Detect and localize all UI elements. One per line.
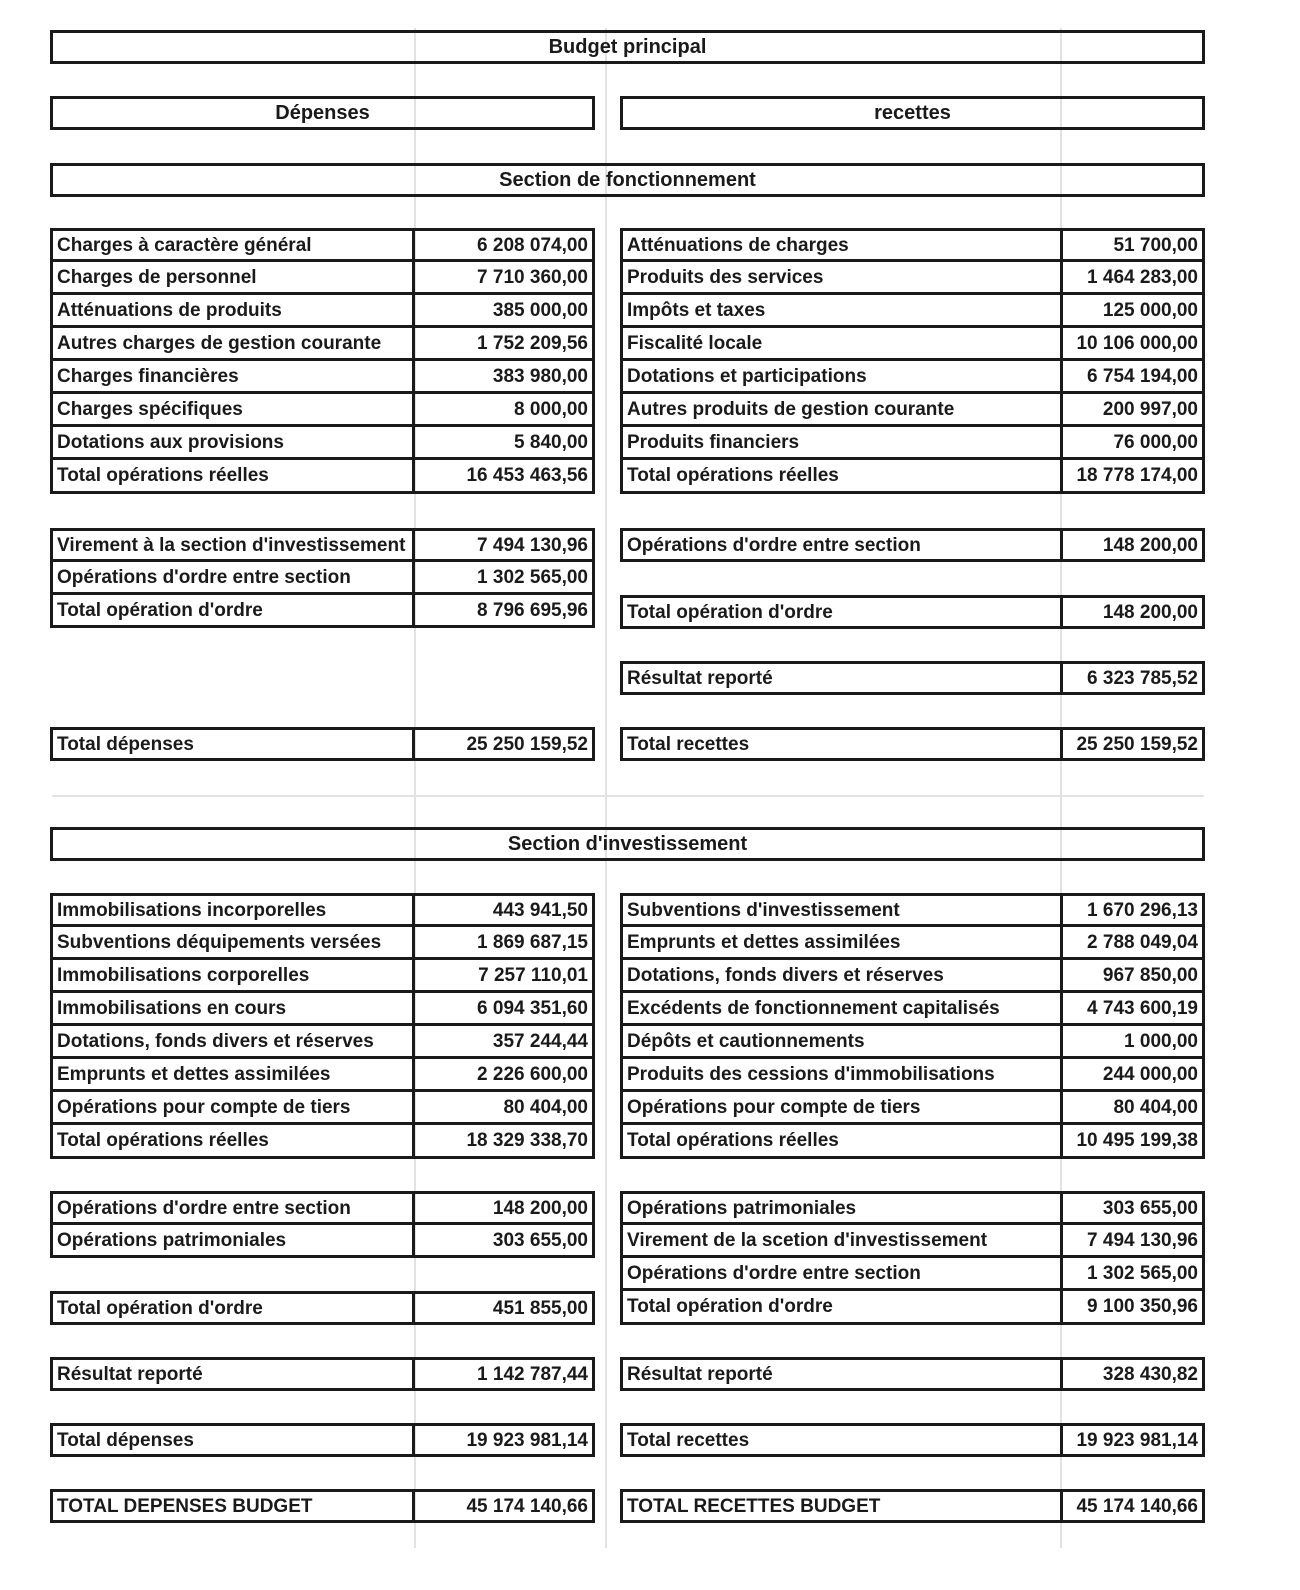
table-cell-label: Autres produits de gestion courante — [620, 394, 1063, 427]
table-cell-amount: 385 000,00 — [412, 295, 595, 328]
table-cell-label: Emprunts et dettes assimilées — [50, 1059, 415, 1092]
budget-title: Budget principal — [50, 30, 1205, 64]
table-cell-amount: 80 404,00 — [412, 1092, 595, 1125]
resultat-reporte-amount: 1 142 787,44 — [412, 1357, 595, 1391]
table-cell-label: Charges spécifiques — [50, 394, 415, 427]
table-cell-label: Autres charges de gestion courante — [50, 328, 415, 361]
total-label: Total opération d'ordre — [620, 595, 1063, 629]
table-cell-label: Dotations, fonds divers et réserves — [620, 960, 1063, 993]
table-cell-amount: 7 257 110,01 — [412, 960, 595, 993]
table-cell-amount: 443 941,50 — [412, 893, 595, 927]
table-cell-amount: 76 000,00 — [1060, 427, 1205, 460]
section-title-fonctionnement: Section de fonctionnement — [50, 163, 1205, 197]
table-cell-amount: 6 754 194,00 — [1060, 361, 1205, 394]
total-recettes-amount: 25 250 159,52 — [1060, 727, 1205, 761]
total-amount: 18 778 174,00 — [1060, 460, 1205, 494]
table-cell-label: Opérations pour compte de tiers — [620, 1092, 1063, 1125]
table-cell-label: Excédents de fonctionnement capitalisés — [620, 993, 1063, 1026]
total-recettes-amount: 19 923 981,14 — [1060, 1423, 1205, 1457]
resultat-reporte-label: Résultat reporté — [50, 1357, 415, 1391]
table-cell-label: Charges financières — [50, 361, 415, 394]
table-cell-label: Opérations pour compte de tiers — [50, 1092, 415, 1125]
total-amount: 148 200,00 — [1060, 595, 1205, 629]
table-cell-amount: 1 670 296,13 — [1060, 893, 1205, 927]
table-cell-label: Impôts et taxes — [620, 295, 1063, 328]
table-cell-amount: 383 980,00 — [412, 361, 595, 394]
table-cell-amount: 1 464 283,00 — [1060, 262, 1205, 295]
total-amount: 10 495 199,38 — [1060, 1125, 1205, 1159]
total-amount: 16 453 463,56 — [412, 460, 595, 494]
table-cell-amount: 1 302 565,00 — [1060, 1258, 1205, 1291]
total-label: Total opération d'ordre — [620, 1291, 1063, 1325]
total-label: Total opérations réelles — [620, 460, 1063, 494]
total-amount: 8 796 695,96 — [412, 595, 595, 628]
total-amount: 18 329 338,70 — [412, 1125, 595, 1159]
total-recettes-budget-label: TOTAL RECETTES BUDGET — [620, 1489, 1063, 1523]
header-depenses: Dépenses — [50, 96, 595, 130]
table-cell-label: Immobilisations en cours — [50, 993, 415, 1026]
total-recettes-budget-amount: 45 174 140,66 — [1060, 1489, 1205, 1523]
resultat-reporte-amount: 328 430,82 — [1060, 1357, 1205, 1391]
total-label: Total opérations réelles — [620, 1125, 1063, 1159]
table-cell-amount: 51 700,00 — [1060, 228, 1205, 262]
table-cell-amount: 6 208 074,00 — [412, 228, 595, 262]
total-depenses-amount: 19 923 981,14 — [412, 1423, 595, 1457]
table-cell-amount: 7 494 130,96 — [1060, 1225, 1205, 1258]
table-cell-label: Produits des services — [620, 262, 1063, 295]
table-cell-label: Dotations aux provisions — [50, 427, 415, 460]
total-label: Total opérations réelles — [50, 1125, 415, 1159]
table-cell-label: Dotations, fonds divers et réserves — [50, 1026, 415, 1059]
total-depenses-budget-label: TOTAL DEPENSES BUDGET — [50, 1489, 415, 1523]
gridline — [605, 28, 607, 1548]
total-depenses-label: Total dépenses — [50, 727, 415, 761]
table-cell-label: Immobilisations incorporelles — [50, 893, 415, 927]
table-cell-label: Subventions déquipements versées — [50, 927, 415, 960]
table-cell-amount: 967 850,00 — [1060, 960, 1205, 993]
total-depenses-budget-amount: 45 174 140,66 — [412, 1489, 595, 1523]
table-cell-amount: 4 743 600,19 — [1060, 993, 1205, 1026]
table-cell-label: Atténuations de charges — [620, 228, 1063, 262]
total-amount: 9 100 350,96 — [1060, 1291, 1205, 1325]
total-label: Total opération d'ordre — [50, 595, 415, 628]
table-cell-amount: 200 997,00 — [1060, 394, 1205, 427]
resultat-reporte-amount: 6 323 785,52 — [1060, 661, 1205, 695]
table-cell-label: Virement à la section d'investissement — [50, 528, 415, 562]
table-cell-label: Opérations d'ordre entre section — [620, 1258, 1063, 1291]
table-cell-amount: 1 752 209,56 — [412, 328, 595, 361]
table-cell-label: Immobilisations corporelles — [50, 960, 415, 993]
total-recettes-label: Total recettes — [620, 727, 1063, 761]
header-recettes: recettes — [620, 96, 1205, 130]
table-cell-amount: 6 094 351,60 — [412, 993, 595, 1026]
table-cell-label: Opérations patrimoniales — [620, 1191, 1063, 1225]
table-cell-label: Opérations d'ordre entre section — [620, 528, 1063, 562]
table-cell-amount: 1 302 565,00 — [412, 562, 595, 595]
table-cell-amount: 1 869 687,15 — [412, 927, 595, 960]
total-amount: 451 855,00 — [412, 1291, 595, 1325]
total-depenses-amount: 25 250 159,52 — [412, 727, 595, 761]
table-cell-amount: 2 788 049,04 — [1060, 927, 1205, 960]
total-label: Total opérations réelles — [50, 460, 415, 494]
table-cell-amount: 125 000,00 — [1060, 295, 1205, 328]
table-cell-amount: 8 000,00 — [412, 394, 595, 427]
total-recettes-label: Total recettes — [620, 1423, 1063, 1457]
table-cell-amount: 7 710 360,00 — [412, 262, 595, 295]
table-cell-amount: 80 404,00 — [1060, 1092, 1205, 1125]
table-cell-label: Emprunts et dettes assimilées — [620, 927, 1063, 960]
table-cell-label: Dépôts et cautionnements — [620, 1026, 1063, 1059]
table-cell-label: Atténuations de produits — [50, 295, 415, 328]
table-cell-label: Virement de la scetion d'investissement — [620, 1225, 1063, 1258]
section-title-investissement: Section d'investissement — [50, 827, 1205, 861]
table-cell-label: Opérations patrimoniales — [50, 1225, 415, 1258]
total-depenses-label: Total dépenses — [50, 1423, 415, 1457]
table-cell-label: Subventions d'investissement — [620, 893, 1063, 927]
table-cell-label: Opérations d'ordre entre section — [50, 562, 415, 595]
table-cell-amount: 303 655,00 — [1060, 1191, 1205, 1225]
resultat-reporte-label: Résultat reporté — [620, 1357, 1063, 1391]
table-cell-amount: 303 655,00 — [412, 1225, 595, 1258]
table-cell-label: Opérations d'ordre entre section — [50, 1191, 415, 1225]
table-cell-label: Charges à caractère général — [50, 228, 415, 262]
table-cell-amount: 7 494 130,96 — [412, 528, 595, 562]
table-cell-amount: 10 106 000,00 — [1060, 328, 1205, 361]
table-cell-label: Dotations et participations — [620, 361, 1063, 394]
table-cell-amount: 5 840,00 — [412, 427, 595, 460]
resultat-reporte-label: Résultat reporté — [620, 661, 1063, 695]
table-cell-amount: 244 000,00 — [1060, 1059, 1205, 1092]
total-label: Total opération d'ordre — [50, 1291, 415, 1325]
table-cell-label: Charges de personnel — [50, 262, 415, 295]
table-cell-amount: 148 200,00 — [412, 1191, 595, 1225]
table-cell-label: Produits des cessions d'immobilisations — [620, 1059, 1063, 1092]
table-cell-amount: 148 200,00 — [1060, 528, 1205, 562]
table-cell-amount: 1 000,00 — [1060, 1026, 1205, 1059]
table-cell-label: Fiscalité locale — [620, 328, 1063, 361]
table-cell-amount: 357 244,44 — [412, 1026, 595, 1059]
table-cell-label: Produits financiers — [620, 427, 1063, 460]
table-cell-amount: 2 226 600,00 — [412, 1059, 595, 1092]
gridline — [52, 795, 1204, 797]
